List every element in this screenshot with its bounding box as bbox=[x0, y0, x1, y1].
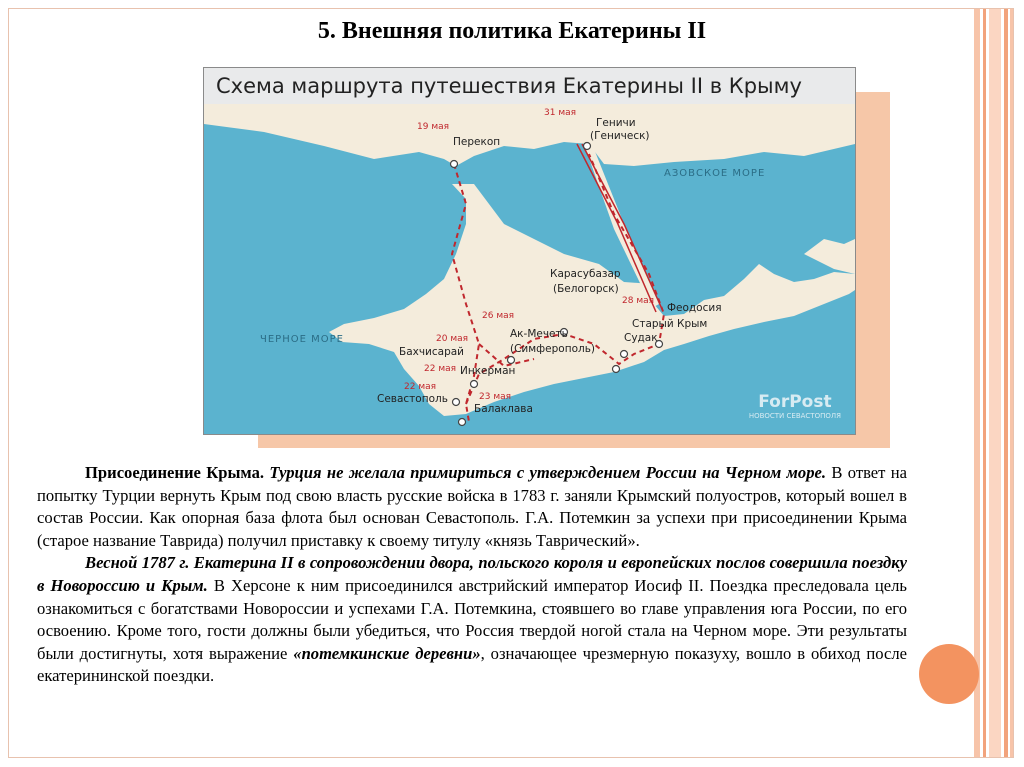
paragraph2-end: , означающее чрезмерную показуху, вошло в обиход после екатерининской поездки. bbox=[37, 643, 907, 686]
place-perekop: Перекоп bbox=[453, 136, 501, 148]
place-inkerman: Инкерман bbox=[460, 365, 516, 377]
paragraph2-italic: Весной 1787 г. Екатерина II в сопровождении двора, польского короля и европейских послов совершила поездку в Новороссию и Крым. bbox=[37, 553, 907, 595]
decorative-stripes bbox=[974, 9, 1014, 757]
logo-main-text: ForPost bbox=[758, 392, 832, 412]
paragraph1-heading: Присоединение Крыма. bbox=[85, 463, 265, 482]
date-31-may: 31 мая bbox=[544, 108, 577, 118]
slide-title: 5. Внешняя политика Екатерины II bbox=[317, 18, 707, 44]
place-simferopol: (Симферополь) bbox=[510, 343, 595, 355]
place-genichesk: (Геническ) bbox=[590, 130, 650, 142]
paragraph1-body: В ответ на попытку Турции вернуть Крым под свою власть русские войска в 1783 г. заняли Крымский полуостров, который вошел в состав России. Как опорная база флота был основан Севастополь. Г.А. Потемкин за успехи при присоединении Крыма (старое название Таврида) получил приставку к своему титулу «князь Таврический». bbox=[37, 463, 907, 550]
date-19-may: 19 мая bbox=[417, 122, 450, 132]
place-genichi: Геничи bbox=[596, 117, 636, 129]
date-23-may: 23 мая bbox=[479, 392, 512, 402]
place-bakhchisaray: Бахчисарай bbox=[399, 346, 465, 358]
decorative-circle bbox=[919, 644, 979, 704]
place-sudak: Судак bbox=[624, 332, 658, 344]
forpost-logo bbox=[749, 392, 841, 420]
paragraph2-body: В Херсоне к ним присоединился австрийский император Иосиф II. Поездка преследовала цель ознакомиться с богатствами Новороссии и успехами Г.А. Потемкина, стоявшего во главе управления юга России, по его освоению. Кроме того, гости должны были убедиться, что Россия твердой ногой стала на Черном море. Эти результаты были достигнуты, хотя выражение bbox=[37, 575, 907, 663]
place-feodosia: Феодосия bbox=[667, 302, 722, 314]
date-26-may: 26 мая bbox=[482, 311, 515, 321]
paragraph2-emphasis: «потемкинские деревни» bbox=[293, 643, 481, 663]
place-belogorsk: (Белогорск) bbox=[553, 283, 619, 295]
paragraph-crimea-annexation bbox=[37, 462, 907, 552]
paragraph1-italic: Турция не желала примириться с утверждением России на Черном море. bbox=[264, 463, 827, 482]
date-22-may-inkerman: 22 мая bbox=[424, 364, 457, 374]
place-karasubazar: Карасубазар bbox=[550, 268, 621, 280]
crimea-map-drawing bbox=[204, 104, 855, 434]
place-stary-krym: Старый Крым bbox=[632, 318, 708, 330]
map-header: Схема маршрута путешествия Екатерины II в Крыму bbox=[204, 68, 855, 104]
logo-sub-text: НОВОСТИ СЕВАСТОПОЛЯ bbox=[748, 412, 841, 420]
place-ak-mechet: Ак-Мечеть bbox=[510, 328, 568, 340]
date-20-may: 20 мая bbox=[436, 334, 469, 344]
date-28-may: 28 мая bbox=[622, 296, 655, 306]
route-map bbox=[203, 67, 856, 435]
date-22-may-sevastopol: 22 мая bbox=[404, 382, 437, 392]
paragraph-journey bbox=[37, 552, 907, 688]
azov-sea-label: АЗОВСКОЕ МОРЕ bbox=[664, 168, 766, 179]
body-text bbox=[37, 462, 907, 688]
place-sevastopol: Севастополь bbox=[377, 393, 448, 405]
place-balaklava: Балаклава bbox=[474, 403, 533, 415]
black-sea-label: ЧЕРНОЕ МОРЕ bbox=[260, 334, 344, 345]
